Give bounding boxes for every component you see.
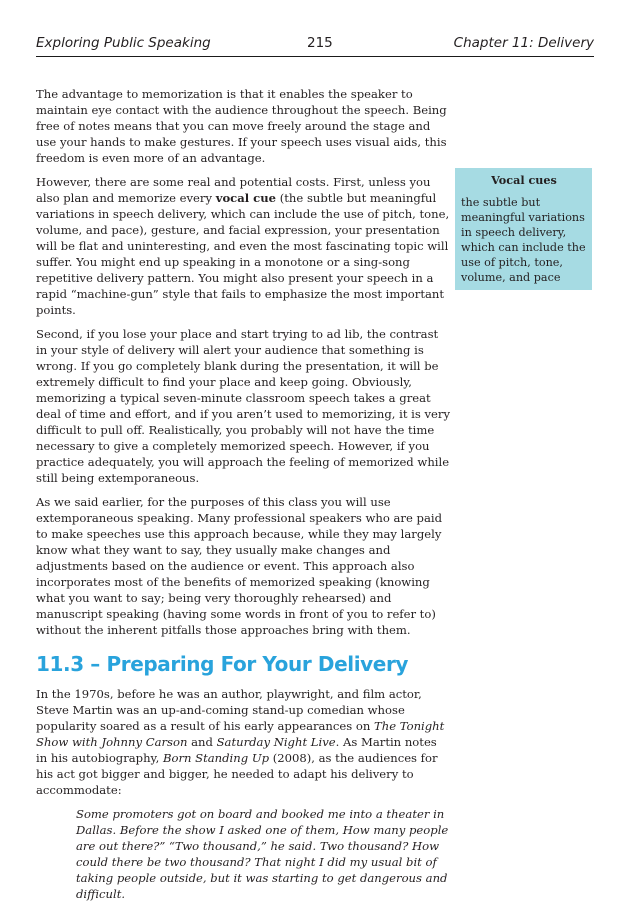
paragraph-steve-martin [36, 686, 450, 798]
paragraph-text: However, there are some real and potential costs. First, unless you also plan and memorize every [36, 175, 431, 205]
book-title: Exploring Public Speaking [36, 35, 211, 51]
key-term-vocal-cue: vocal cue [215, 191, 277, 205]
running-header [36, 34, 594, 57]
paragraph-text: and [187, 735, 217, 749]
chapter-title: Chapter 11: Delivery [453, 35, 594, 51]
show-title: The Tonight Show with Johnny Carson [36, 719, 445, 749]
paragraph-text: (the subtle but meaningful variations in speech delivery, which can include the use of pitch, tone, volume, and pace), gesture, and facial expression, your presentation will be flat and uninteresting, and even the most fascinating topic will suffer. You might end up speaking in a monotone or a sing-song repetitive delivery pattern. You might also present your speech in a rapid “machine-gun” style that fails to emphasize the most important points. [36, 191, 450, 317]
main-text-column [36, 86, 450, 902]
paragraph-text: In the 1970s, before he was an author, playwright, and film actor, Steve Martin was an up-and-coming stand-up comedian whose popularity soared as a result of his early appearances on [36, 687, 422, 733]
section-heading: 11.3 – Preparing For Your Delivery [36, 652, 409, 676]
paragraph-text: (2008), as the audiences for his act got bigger and bigger, he needed to adapt his delivery to accommodate: [36, 751, 438, 797]
sidebar-title: Vocal cues [491, 173, 557, 187]
sidebar-definition: the subtle but meaningful variations in speech delivery, which can include the use of pitch, tone, volume, and pace [461, 196, 586, 284]
paragraph-memorization-advantage: The advantage to memorization is that it enables the speaker to maintain eye contact with the audience throughout the speech. Being free of notes means that you can move freely around the stage and use your hands to make gestures. If your speech uses visual aids, this freedom is even more of an advantage. [36, 87, 447, 165]
paragraph-memorization-costs [36, 174, 450, 318]
show-title: Saturday Night Live [216, 735, 336, 749]
book-title-italic: Born Standing Up [162, 751, 270, 765]
paragraph-extemporaneous: As we said earlier, for the purposes of this class you will use extemporaneous speaking. Many professional speakers who are paid to make speeches use this approach because, while they may largely know what they want to say, they usually make changes and adjustments based on the audience or event. This approach also incorporates most of the benefits of memorized speaking (knowing what you want to say; being very thoroughly rehearsed) and manuscript speaking (having some words in front of you to refer to) without the inherent pitfalls those approaches bring with them. [36, 495, 442, 637]
block-quote: Some promoters got on board and booked me into a theater in Dallas. Before the show I asked one of them, How many people are out there?” “Two thousand,” he said. Two thousand? How could there be two thousand? That night I did my usual bit of taking people outside, but it was starting to get dangerous and difficult. [76, 807, 449, 901]
paragraph-losing-place: Second, if you lose your place and start trying to ad lib, the contrast in your style of delivery will alert your audience that something is wrong. If you go completely blank during the presentation, it will be extremely difficult to find your place and keep going. Obviously, memorizing a typical seven-minute classroom speech takes a great deal of time and effort, and if you aren’t used to memorizing, it is very difficult to pull off. Realistically, you probably will not have the time necessary to give a completely memorized speech. However, if you practice adequately, you will approach the feeling of memorized while still being extemporaneous. [36, 327, 451, 485]
paragraph-text: . As Martin notes in his autobiography, [36, 735, 437, 765]
glossary-sidebar [455, 168, 592, 290]
page-number: 215 [307, 35, 333, 51]
